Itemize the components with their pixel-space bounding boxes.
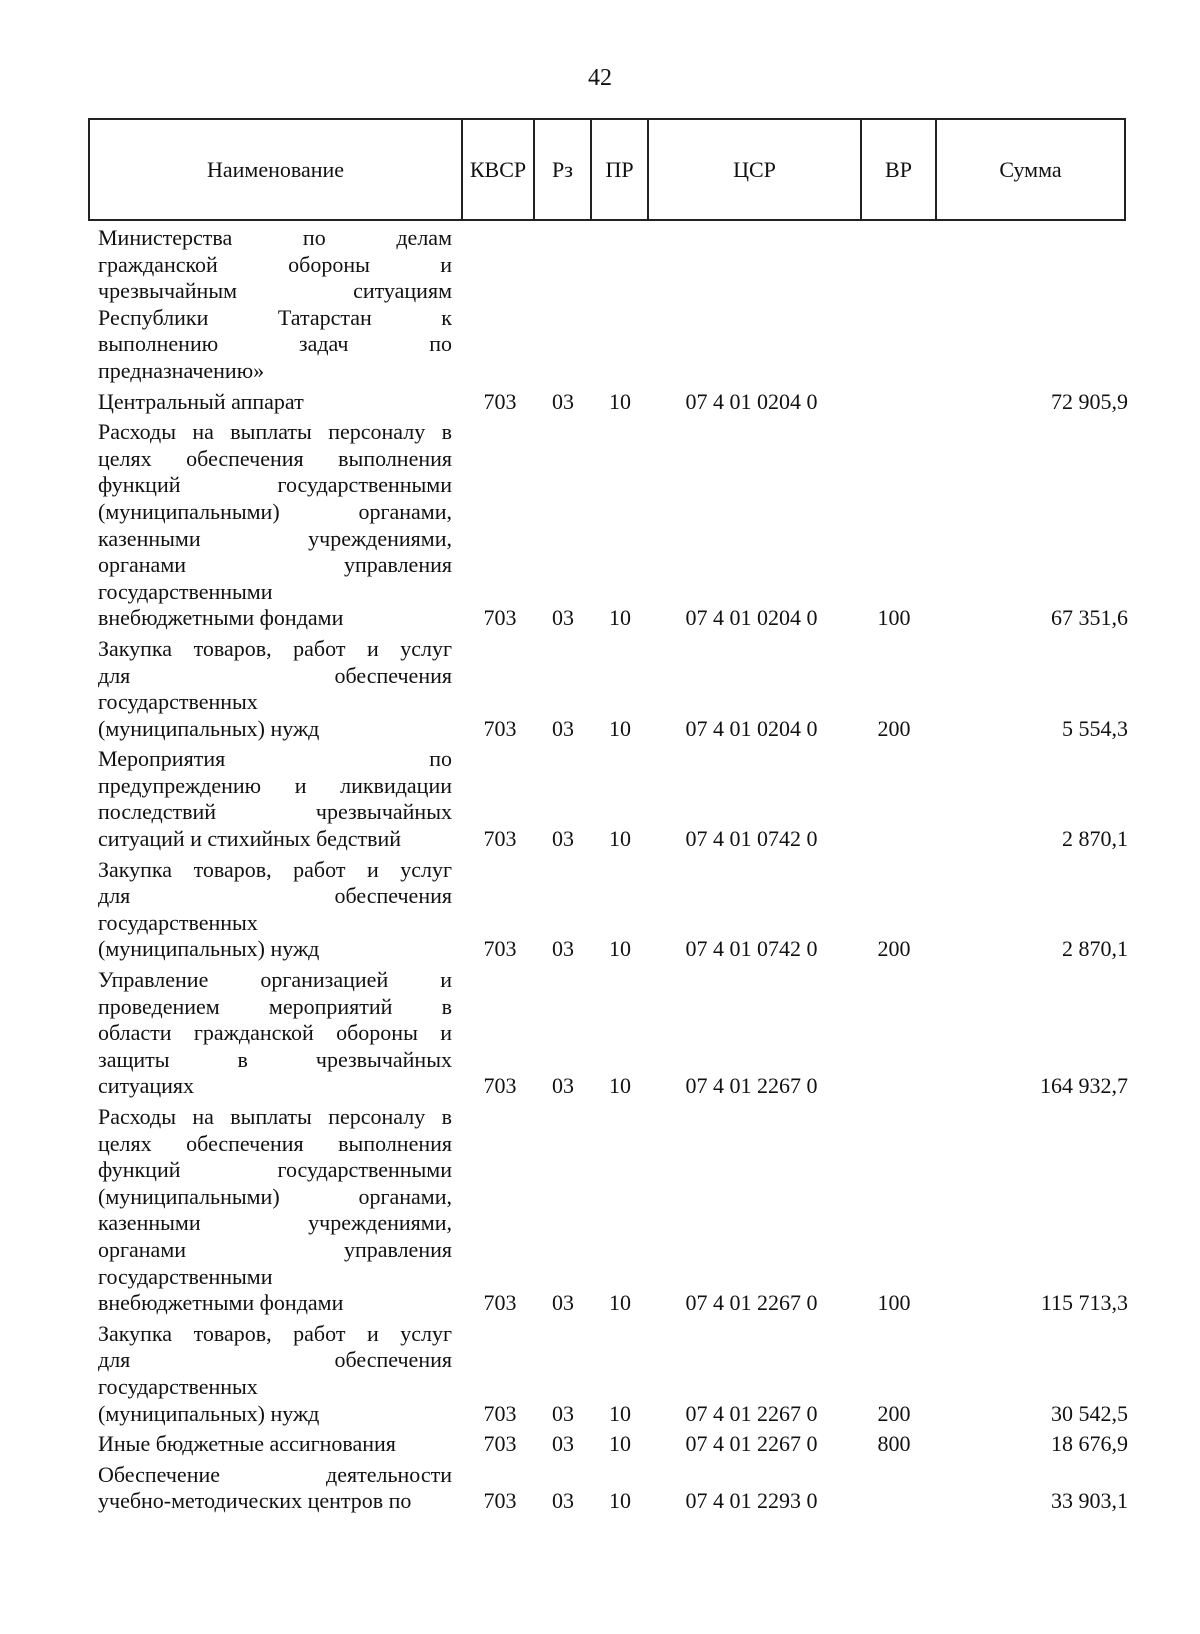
row-csr: 07 4 01 0742 0: [685, 826, 818, 852]
row-name-line: казенными учреждениями,: [98, 1210, 452, 1236]
row-name-line: функций государственными: [98, 1157, 452, 1183]
row-name-line: учебно-методических центров по: [98, 1488, 412, 1514]
row-csr: 07 4 01 2267 0: [685, 1400, 818, 1426]
row-name: [98, 1104, 452, 1317]
row-kvsr: 703: [483, 715, 517, 741]
table-row: [0, 636, 1200, 742]
row-vr: 100: [877, 605, 911, 631]
row-name-line: выполнению задач по: [98, 331, 452, 357]
row-sum: 164 932,7: [1040, 1073, 1128, 1099]
row-name: [98, 1431, 452, 1458]
row-name-line: (муниципальных) нужд: [98, 715, 320, 741]
row-name-line: казенными учреждениями,: [98, 525, 452, 551]
row-sum: 67 351,6: [1051, 605, 1128, 631]
row-name: [98, 967, 452, 1100]
row-name-line: функций государственными: [98, 472, 452, 498]
row-name-line: внебюджетными фондами: [98, 1290, 344, 1316]
table-row: [0, 419, 1200, 632]
row-name-line: (муниципальными) органами,: [98, 498, 452, 524]
row-rz: 03: [552, 1290, 574, 1316]
row-pr: 10: [609, 936, 631, 962]
row-rz: 03: [552, 715, 574, 741]
row-kvsr: 703: [483, 1073, 517, 1099]
row-name-line: государственными: [98, 1263, 273, 1289]
row-rz: 03: [552, 1488, 574, 1514]
row-pr: 10: [609, 1488, 631, 1514]
page-number: 42: [588, 65, 612, 91]
row-vr: 200: [877, 715, 911, 741]
row-pr: 10: [609, 1290, 631, 1316]
row-name-line: целях обеспечения выполнения: [98, 1130, 452, 1156]
row-pr: 10: [609, 1431, 631, 1457]
row-name-line: (муниципальных) нужд: [98, 1400, 320, 1426]
row-vr: 100: [877, 1290, 911, 1316]
header-sum: Сумма: [999, 156, 1062, 182]
row-rz: 03: [552, 1073, 574, 1099]
row-pr: 10: [609, 605, 631, 631]
row-name-line: для обеспечения: [98, 883, 452, 909]
row-csr: 07 4 01 0742 0: [685, 936, 818, 962]
row-kvsr: 703: [483, 388, 517, 414]
row-name: [98, 746, 452, 852]
header-kvsr: КВСР: [463, 120, 535, 219]
table-row: [0, 389, 1200, 416]
row-name: [98, 636, 452, 742]
row-name-line: Управление организацией и: [98, 967, 452, 993]
row-pr: 10: [609, 826, 631, 852]
row-name-line: Расходы на выплаты персоналу в: [98, 1104, 452, 1129]
row-name-line: Закупка товаров, работ и услуг: [98, 1320, 452, 1346]
row-name-line: Республики Татарстан к: [98, 304, 452, 330]
row-name-line: государственных: [98, 689, 258, 715]
row-name-line: Закупка товаров, работ и услуг: [98, 856, 452, 882]
table-row: [0, 1431, 1200, 1458]
table-row: [0, 967, 1200, 1100]
row-csr: 07 4 01 0204 0: [685, 605, 818, 631]
row-name-line: предупреждению и ликвидации: [98, 772, 452, 798]
row-rz: 03: [552, 605, 574, 631]
row-kvsr: 703: [483, 1431, 517, 1457]
row-name-line: чрезвычайным ситуациям: [98, 278, 452, 304]
row-sum: 5 554,3: [1062, 715, 1128, 741]
table-row: [0, 857, 1200, 963]
row-kvsr: 703: [483, 826, 517, 852]
row-name-line: для обеспечения: [98, 662, 452, 688]
row-name-line: Иные бюджетные ассигнования: [98, 1431, 396, 1457]
row-sum: 115 713,3: [1040, 1290, 1128, 1316]
row-name-line: Мероприятия по: [98, 746, 452, 772]
row-rz: 03: [552, 1400, 574, 1426]
row-csr: 07 4 01 0204 0: [685, 388, 818, 414]
row-name-line: (муниципальными) органами,: [98, 1183, 452, 1209]
row-csr: 07 4 01 0204 0: [685, 715, 818, 741]
row-csr: 07 4 01 2267 0: [685, 1073, 818, 1099]
row-rz: 03: [552, 388, 574, 414]
header-vr: ВР: [862, 120, 937, 219]
row-rz: 03: [552, 826, 574, 852]
row-sum: 33 903,1: [1051, 1488, 1128, 1514]
row-kvsr: 703: [483, 605, 517, 631]
table-header: [88, 118, 1126, 221]
row-name-line: области гражданской обороны и: [98, 1020, 452, 1046]
row-name-line: Министерства по делам: [98, 225, 452, 250]
header-csr: ЦСР: [649, 120, 862, 219]
row-sum: 18 676,9: [1051, 1431, 1128, 1457]
row-name-line: (муниципальных) нужд: [98, 936, 320, 962]
row-name-line: проведением мероприятий в: [98, 993, 452, 1019]
row-name-line: органами управления: [98, 1236, 452, 1262]
row-name-line: Обеспечение деятельности: [98, 1461, 452, 1487]
row-name: [98, 1321, 452, 1427]
row-name-line: государственных: [98, 1373, 258, 1399]
row-name-line: для обеспечения: [98, 1347, 452, 1373]
header-name: Наименование: [90, 120, 463, 219]
row-name: [98, 225, 452, 385]
row-name-line: предназначению»: [98, 357, 265, 383]
row-name: [98, 857, 452, 963]
row-pr: 10: [609, 1400, 631, 1426]
row-vr: 200: [877, 936, 911, 962]
row-vr: 800: [877, 1431, 911, 1457]
table-row: [0, 1321, 1200, 1427]
table-row: [0, 1462, 1200, 1515]
row-kvsr: 703: [483, 1400, 517, 1426]
row-name-line: ситуаций и стихийных бедствий: [98, 826, 402, 852]
row-name-line: Расходы на выплаты персоналу в: [98, 419, 452, 445]
row-name-line: государственных: [98, 909, 258, 935]
row-name-line: Закупка товаров, работ и услуг: [98, 635, 452, 661]
row-csr: 07 4 01 2267 0: [685, 1431, 818, 1457]
row-sum: 72 905,9: [1051, 388, 1128, 414]
row-name-line: государственными: [98, 578, 273, 604]
row-vr: 200: [877, 1400, 911, 1426]
row-sum: 2 870,1: [1062, 826, 1128, 852]
row-name: [98, 389, 452, 416]
row-pr: 10: [609, 388, 631, 414]
row-name-line: защиты в чрезвычайных: [98, 1046, 452, 1072]
table-row: [0, 225, 1200, 385]
row-name-line: Центральный аппарат: [98, 388, 304, 414]
row-rz: 03: [552, 1431, 574, 1457]
table-row: [0, 746, 1200, 852]
row-name: [98, 1462, 452, 1515]
row-name: [98, 419, 452, 632]
row-sum: 2 870,1: [1062, 936, 1128, 962]
row-pr: 10: [609, 1073, 631, 1099]
table-row: [0, 1104, 1200, 1317]
header-rz: Рз: [535, 120, 592, 219]
row-pr: 10: [609, 715, 631, 741]
row-kvsr: 703: [483, 1488, 517, 1514]
row-name-line: целях обеспечения выполнения: [98, 445, 452, 471]
row-csr: 07 4 01 2293 0: [685, 1488, 818, 1514]
row-kvsr: 703: [483, 1290, 517, 1316]
row-name-line: гражданской обороны и: [98, 251, 452, 277]
table-body: [0, 225, 1200, 1515]
row-name-line: последствий чрезвычайных: [98, 799, 452, 825]
row-name-line: внебюджетными фондами: [98, 605, 344, 631]
row-kvsr: 703: [483, 936, 517, 962]
row-csr: 07 4 01 2267 0: [685, 1290, 818, 1316]
row-rz: 03: [552, 936, 574, 962]
row-name-line: ситуациях: [98, 1073, 195, 1099]
row-name-line: органами управления: [98, 552, 452, 578]
row-sum: 30 542,5: [1051, 1400, 1128, 1426]
header-pr: ПР: [592, 120, 649, 219]
